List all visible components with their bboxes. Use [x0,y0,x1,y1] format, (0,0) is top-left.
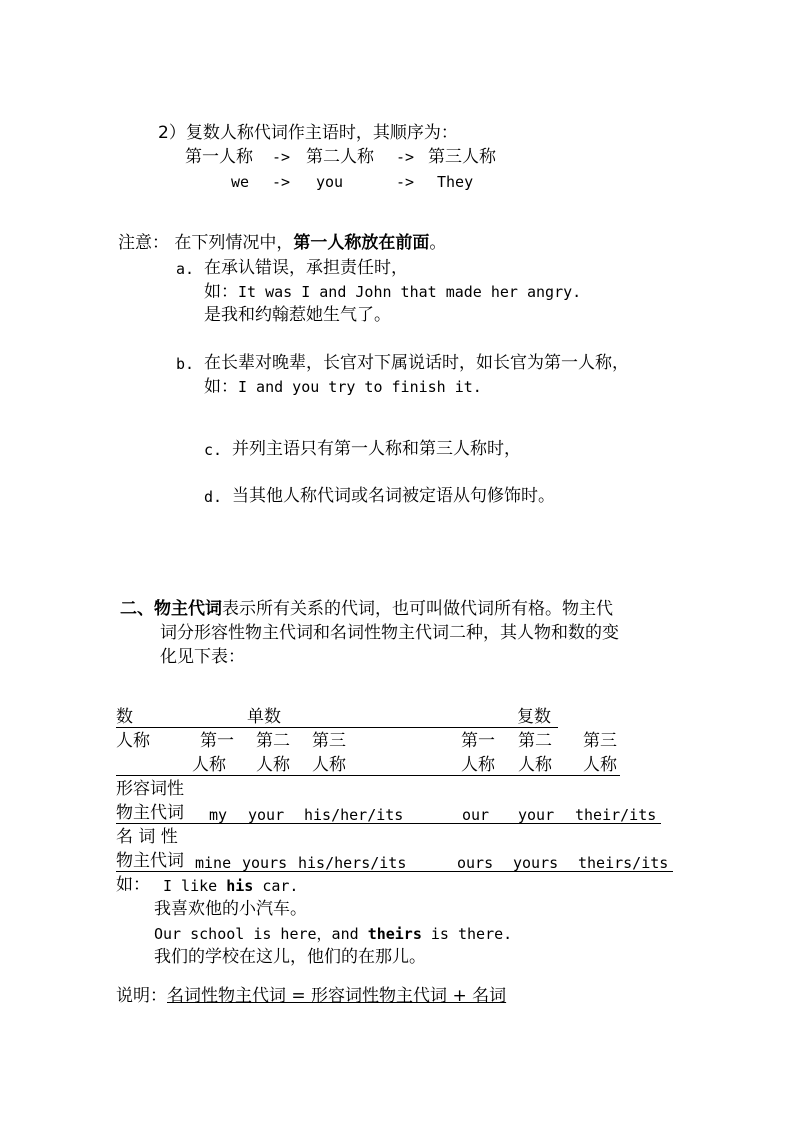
table-header-number: 数 [116,707,133,727]
example-1-pre: I like [163,877,227,895]
example-2 [154,923,512,945]
example-sentence: I and you try to finish it. [238,378,482,396]
adj-label-line-1: 形容词性 [116,779,184,799]
note-a-marker: a. [176,260,195,278]
example-prefix: 如： [204,377,238,397]
adj-form-5: your [518,806,555,824]
example-prefix: 如： [116,875,150,895]
section-heading-possessive [120,598,613,620]
adj-form-4: our [462,806,490,824]
table-rule-3 [116,823,661,824]
table-rule-4 [116,871,673,872]
person-bottom-3: 人称 [312,755,346,775]
noun-form-3: his/hers/its [298,854,407,872]
example-1-bold: his [226,877,254,895]
note-d-marker: d. [204,488,223,506]
person-top-4: 第一 [461,731,495,751]
adj-label-line-2: 物主代词 [116,803,184,823]
noun-form-2: yours [242,854,288,872]
person-top-2: 第二 [256,731,290,751]
adj-form-6: their/its [575,806,657,824]
note-b-marker: b. [176,355,195,373]
adj-form-2: your [248,806,285,824]
section-heading-bold: 二、物主代词 [120,599,222,619]
noun-form-1: mine [195,854,232,872]
section-heading-plural-order: 2）复数人称代词作主语时，其顺序为： [158,123,458,143]
example-2-translation: 我们的学校在这儿，他们的在那儿。 [154,947,426,967]
explanation-formula: 名词性物主代词 = 形容词性物主代词 + 名词 [167,986,507,1006]
noun-form-6: theirs/its [578,854,669,872]
order-cn-arrow-2: -> [396,148,415,166]
note-intro-bold: 第一人称放在前面 [293,233,430,253]
example-1 [163,875,298,897]
note-intro-end: 。 [429,233,447,253]
note-a-example [204,281,581,303]
explanation [116,985,506,1007]
noun-form-4: ours [457,854,494,872]
explanation-label: 说明： [116,986,167,1006]
order-cn-third: 第三人称 [428,147,496,167]
note-a-translation: 是我和约翰惹她生气了。 [204,305,391,325]
order-en-arrow-2: -> [396,173,415,191]
note-c-marker: c. [204,441,223,459]
adj-form-3: his/her/its [304,806,404,824]
person-bottom-5: 人称 [518,755,552,775]
example-prefix: 如： [204,282,238,302]
adj-form-1: my [209,806,228,824]
table-rule-1 [116,727,558,728]
note-intro: 在下列情况中， [174,233,294,253]
note-label: 注意： [118,233,169,253]
order-en-we: we [231,173,250,191]
note-b-example [204,376,482,398]
example-2-post: is there. [421,925,513,943]
person-bottom-2: 人称 [256,755,290,775]
noun-form-5: yours [513,854,559,872]
noun-label-line-1: 名 词 性 [116,827,178,847]
section-text-line-2: 词分形容性物主代词和名词性物主代词二种，其人物和数的变 [160,623,619,643]
note-line [118,232,446,254]
person-top-3: 第三 [312,731,346,751]
section-heading-rest: 表示所有关系的代词，也可叫做代词所有格。物主代 [222,599,613,619]
order-en-you: you [316,173,344,191]
table-header-plural: 复数 [517,707,551,727]
order-cn-first: 第一人称 [185,147,253,167]
person-top-1: 第一 [200,731,234,751]
table-header-singular: 单数 [247,707,281,727]
example-1-post: car. [253,877,299,895]
example-1-translation: 我喜欢他的小汽车。 [154,899,307,919]
note-a-text: 在承认错误，承担责任时， [204,258,408,278]
order-en-arrow-1: -> [272,173,291,191]
example-2-pre: Our school is here，and [154,925,368,943]
person-bottom-6: 人称 [583,755,617,775]
section-text-line-3: 化见下表： [160,647,245,667]
person-top-6: 第三 [583,731,617,751]
order-cn-second: 第二人称 [306,147,374,167]
table-rule-2 [116,775,620,776]
example-sentence: It was I and John that made her angry. [238,283,582,301]
note-b-text: 在长辈对晚辈，长官对下属说话时，如长官为第一人称， [204,353,629,373]
person-bottom-1: 人称 [192,755,226,775]
noun-label-line-2: 物主代词 [116,851,184,871]
order-cn-arrow-1: -> [272,148,291,166]
note-d-text: 当其他人称代词或名词被定语从句修饰时。 [232,486,555,506]
person-bottom-4: 人称 [461,755,495,775]
note-c-text: 并列主语只有第一人称和第三人称时， [232,439,521,459]
table-header-person: 人称 [116,731,150,751]
order-en-they: They [437,173,474,191]
person-top-5: 第二 [518,731,552,751]
example-2-bold: theirs [367,925,422,943]
